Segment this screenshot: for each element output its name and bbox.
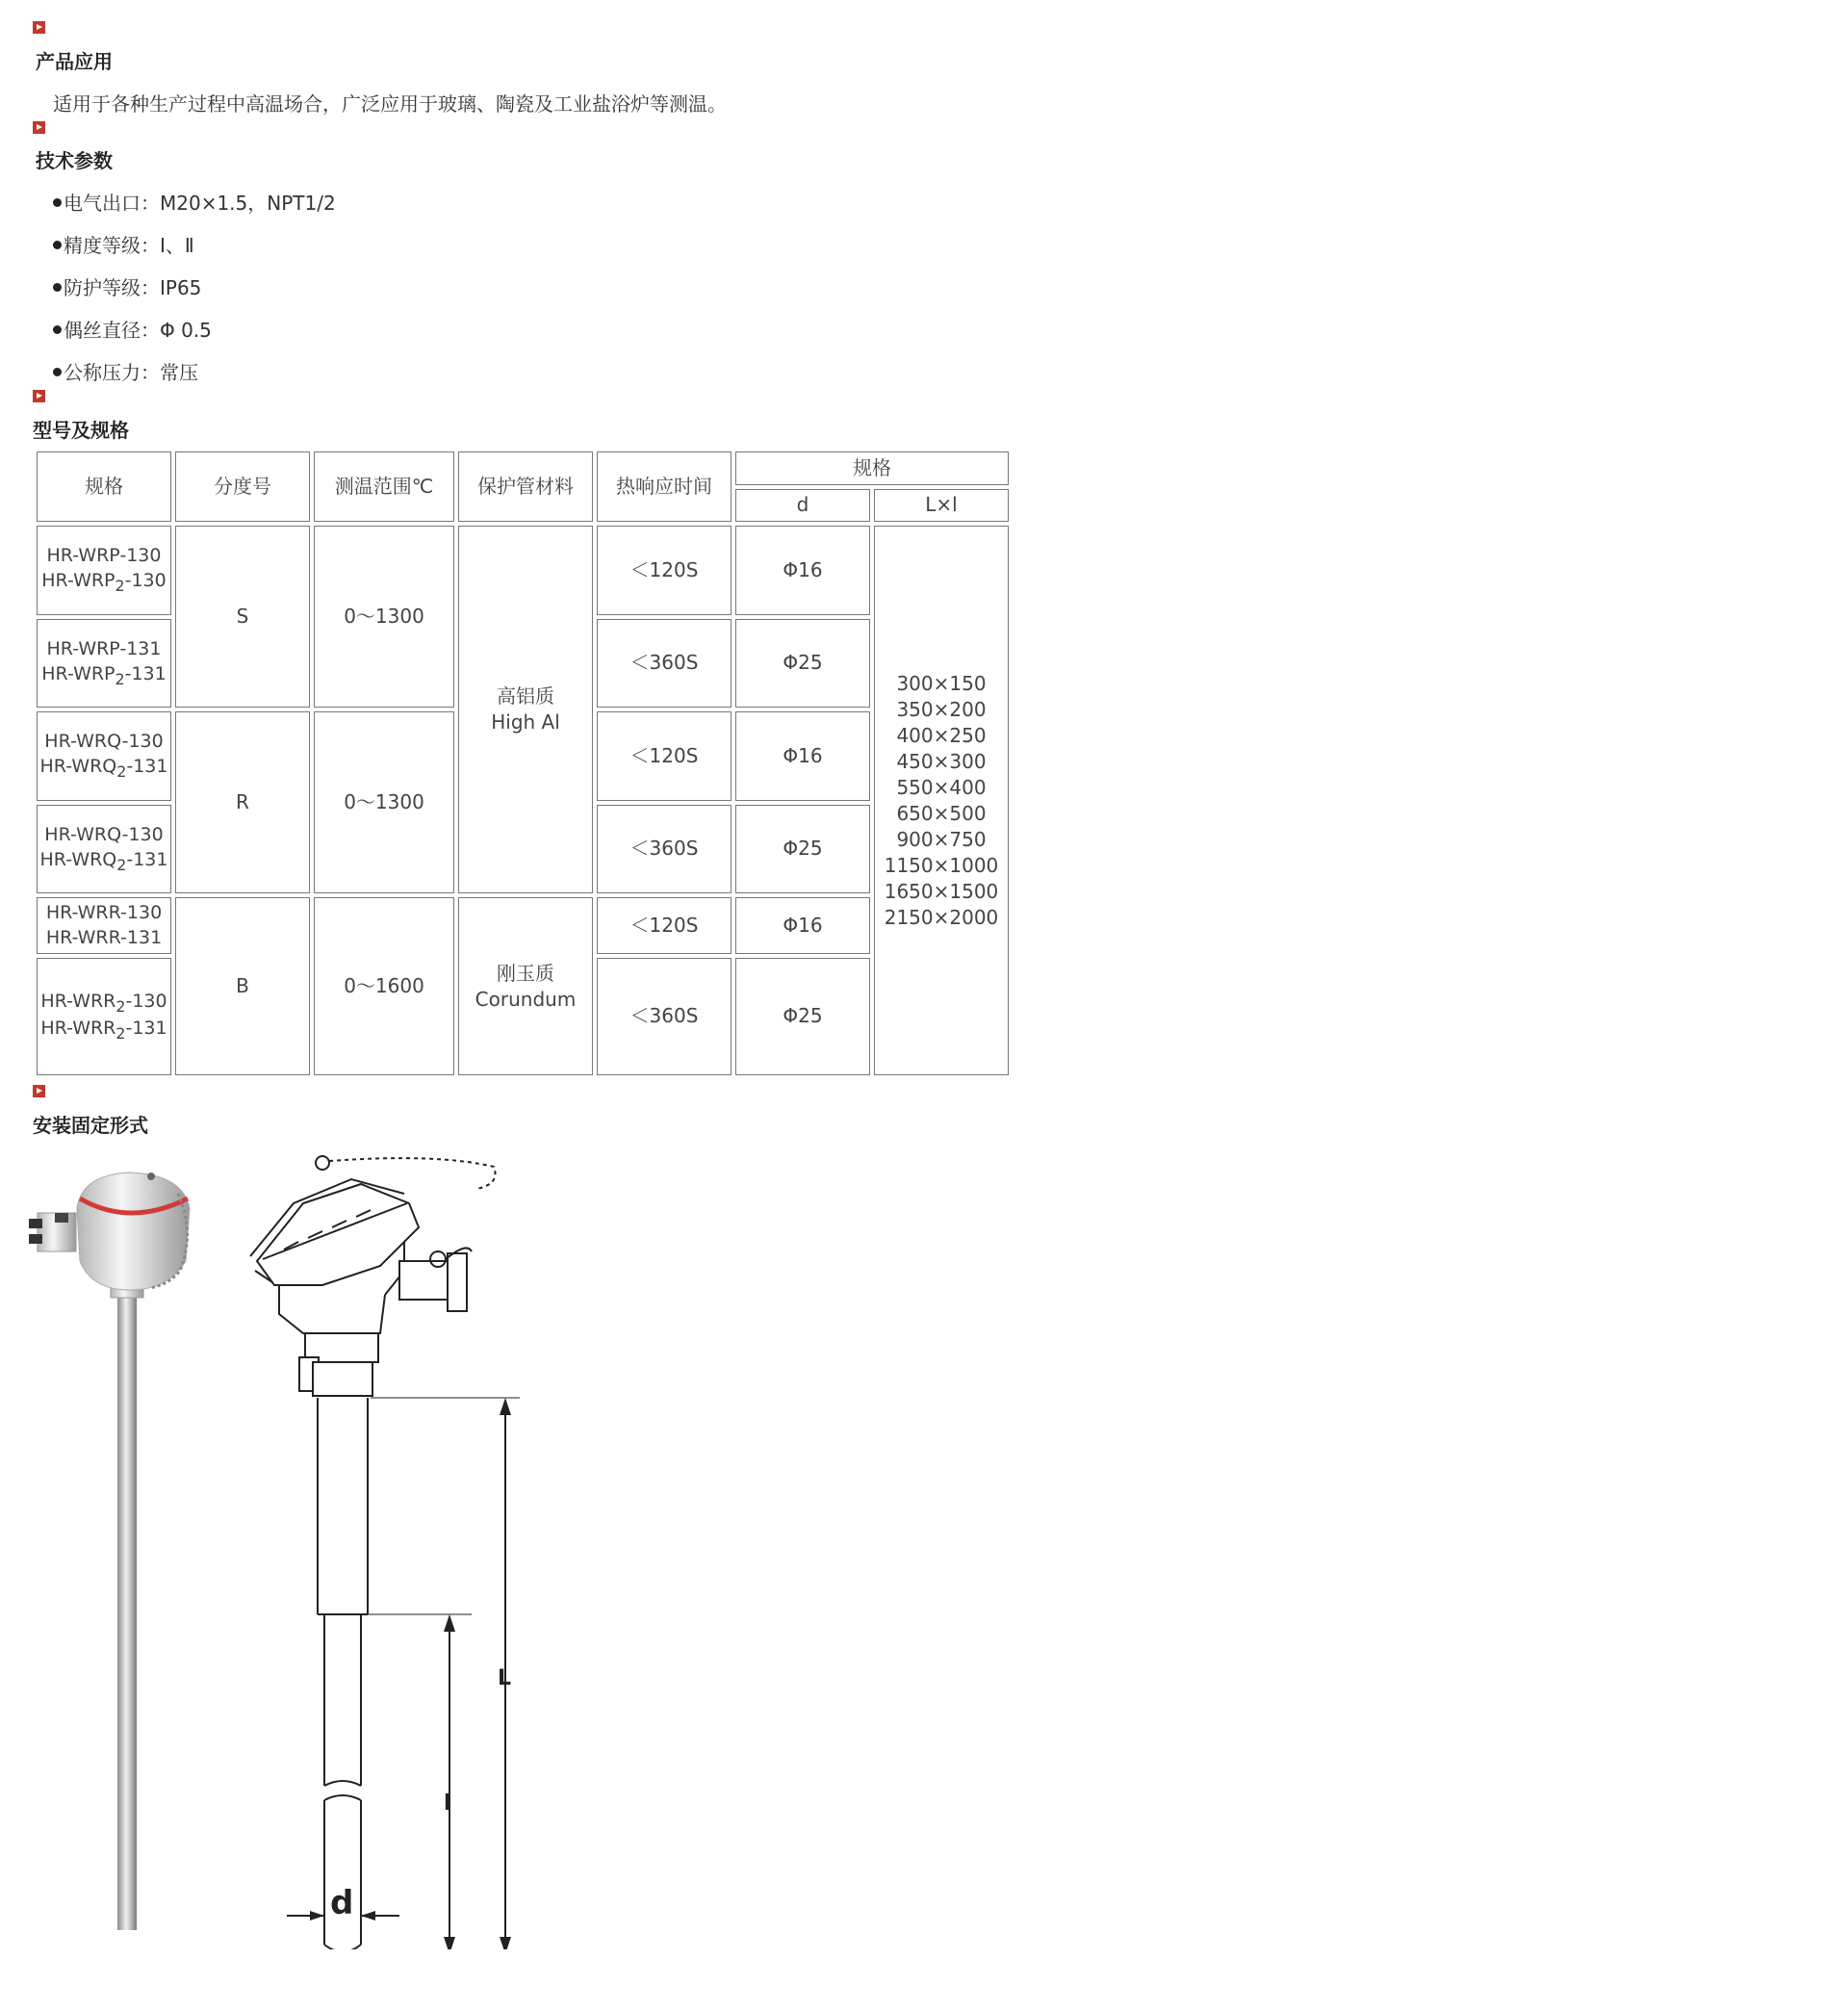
- diameter-cell: Φ16: [735, 897, 870, 954]
- section-title-models: 型号及规格: [33, 419, 129, 442]
- diameter-cell: Φ16: [735, 526, 870, 614]
- range-cell: 0～1300: [314, 526, 454, 708]
- header-d: d: [735, 489, 870, 523]
- tech-param-item: 防护等级：IP65: [53, 272, 201, 300]
- dim-label-d: d: [330, 1884, 354, 1922]
- dimension-drawing: [245, 1136, 534, 1949]
- section-marker-icon: [33, 390, 45, 402]
- header-lxl: L×l: [874, 489, 1009, 523]
- model-cell: HR-WRQ-130 $HR-WRQ_2-131$: [37, 805, 171, 893]
- application-text: 适用于各种生产过程中高温场合，广泛应用于玻璃、陶瓷及工业盐浴炉等测温。: [53, 92, 727, 116]
- header-range: 测温范围℃: [314, 451, 454, 522]
- bullet-icon: [53, 241, 62, 249]
- bullet-icon: [53, 325, 62, 334]
- tech-param-item: 精度等级：Ⅰ、Ⅱ: [53, 230, 194, 258]
- bullet-icon: [53, 368, 62, 376]
- model-cell: HR-WRQ-130 $HR-WRQ_2-131$: [37, 711, 171, 800]
- section-marker-icon: [33, 21, 45, 34]
- response-cell: ＜360S: [597, 619, 732, 708]
- model-cell: $HR-WRR_2-130$ $HR-WRR_2-131$: [37, 958, 171, 1075]
- bullet-icon: [53, 283, 62, 292]
- model-cell: HR-WRP-131 $HR-WRP_2-131$: [37, 619, 171, 708]
- graduation-cell: S: [175, 526, 310, 708]
- dim-label-l: l: [444, 1792, 451, 1816]
- section-title-installation: 安装固定形式: [33, 1114, 148, 1137]
- section-marker-icon: [33, 121, 45, 134]
- spec-table: [33, 448, 1013, 1079]
- dim-label-L: L: [498, 1666, 512, 1690]
- response-cell: ＜360S: [597, 958, 732, 1075]
- section-title-application: 产品应用: [36, 50, 113, 73]
- model-cell: HR-WRP-130 $HR-WRP_2-130$: [37, 526, 171, 614]
- graduation-cell: R: [175, 711, 310, 893]
- response-cell: ＜360S: [597, 805, 732, 893]
- tech-param-item: 电气出口：M20×1.5，NPT1/2: [53, 188, 336, 216]
- response-cell: ＜120S: [597, 897, 732, 954]
- response-cell: ＜120S: [597, 711, 732, 800]
- header-material: 保护管材料: [458, 451, 593, 522]
- header-graduation: 分度号: [175, 451, 310, 522]
- material-cell: 高铝质 High Al: [458, 526, 593, 893]
- tech-param-item: 公称压力：常压: [53, 357, 198, 385]
- diameter-cell: Φ25: [735, 958, 870, 1075]
- diameter-cell: Φ25: [735, 805, 870, 893]
- thermocouple-photo: [24, 1155, 207, 1945]
- section-marker-icon: [33, 1085, 45, 1097]
- section-title-tech-params: 技术参数: [36, 149, 113, 172]
- graduation-cell: B: [175, 897, 310, 1075]
- diameter-dimension: [279, 1868, 404, 1935]
- range-cell: 0～1300: [314, 711, 454, 893]
- diameter-cell: Φ25: [735, 619, 870, 708]
- tech-param-item: 偶丝直径：Φ 0.5: [53, 315, 212, 343]
- response-cell: ＜120S: [597, 526, 732, 614]
- lxl-cell: 300×150 350×200 400×250 450×300 550×400 650×500 900×750 1150×1000 1650×1500 2150×2000: [874, 526, 1009, 1075]
- bullet-icon: [53, 198, 62, 207]
- header-dims: 规格: [735, 451, 1009, 485]
- diameter-cell: Φ16: [735, 711, 870, 800]
- material-cell: 刚玉质 Corundum: [458, 897, 593, 1075]
- header-spec: 规格: [37, 451, 171, 522]
- range-cell: 0～1600: [314, 897, 454, 1075]
- header-response: 热响应时间: [597, 451, 732, 522]
- model-cell: HR-WRR-130 HR-WRR-131: [37, 897, 171, 954]
